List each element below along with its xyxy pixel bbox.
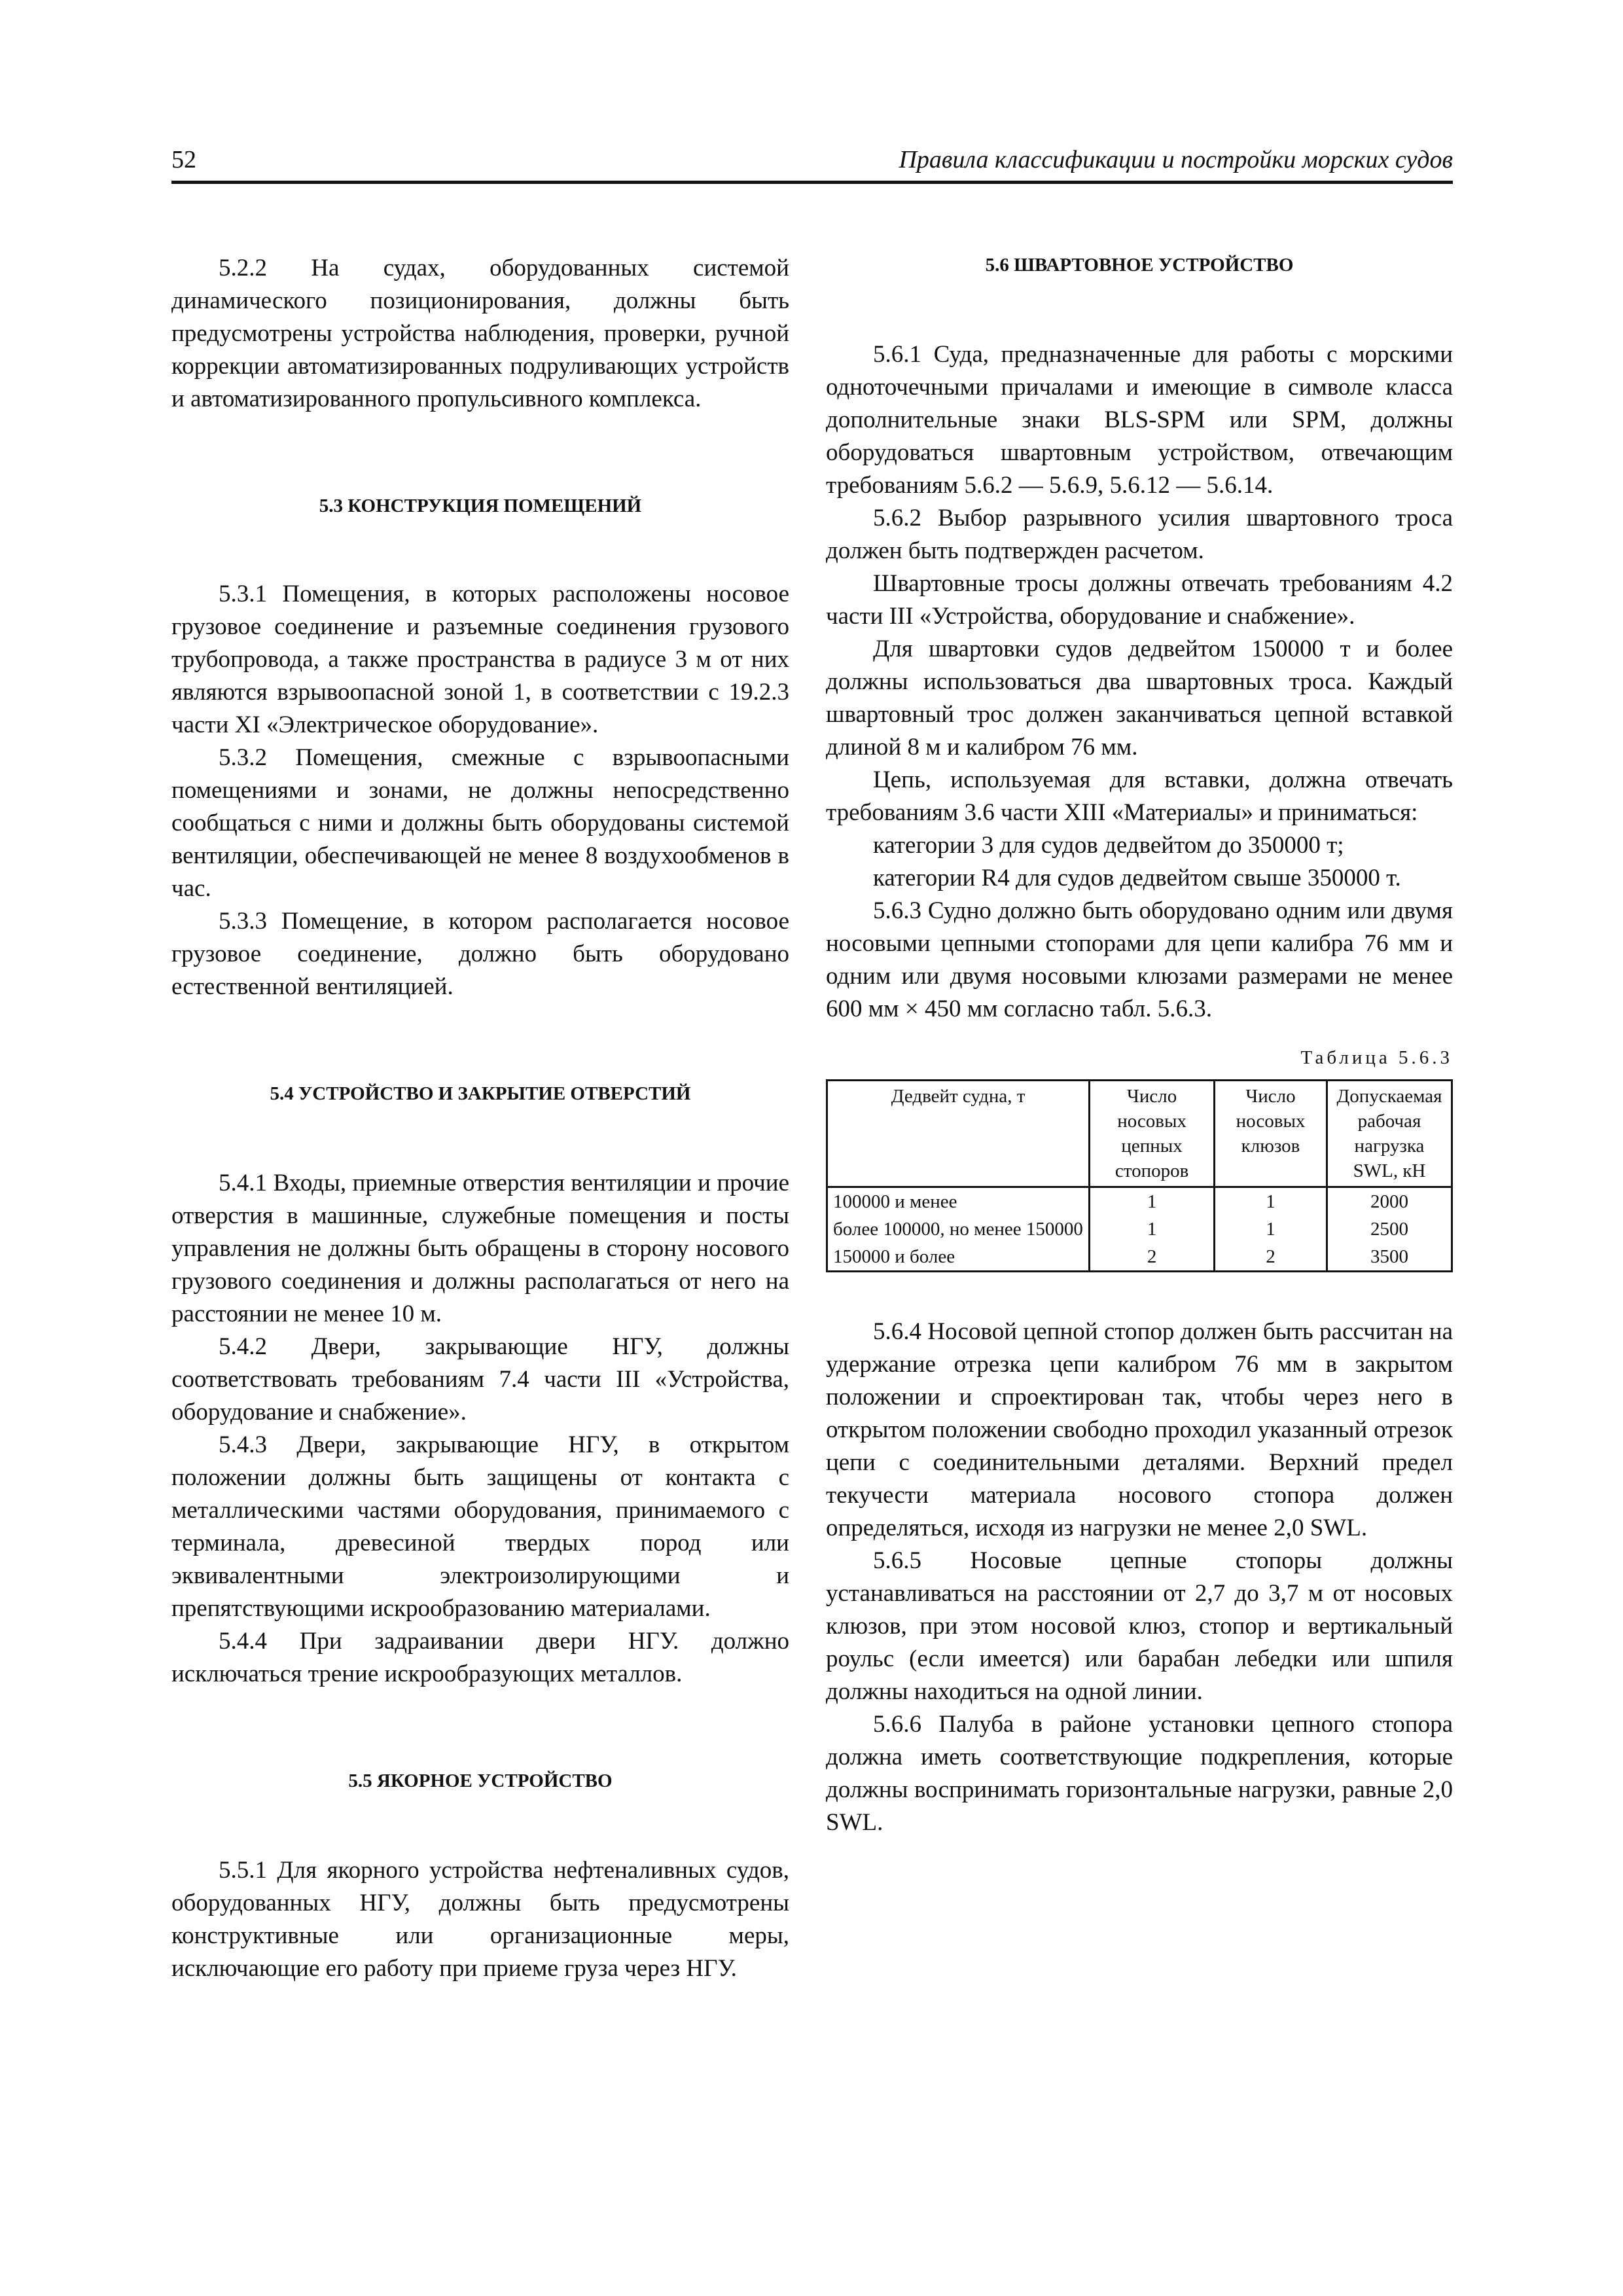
table-row xyxy=(827,1243,1452,1272)
table-cell: 2000 xyxy=(1327,1187,1452,1216)
paragraph-5-4-2: 5.4.2 Двери, закрывающие НГУ, должны соответствовать требованиям 7.4 части III «Устройства, оборудование и снабжение». xyxy=(171,1333,789,1426)
list-item: категории 3 для судов дедвейтом до 350000 т; xyxy=(873,832,1344,859)
table-header-cell: Допускаемая рабочая нагрузка SWL, кН xyxy=(1327,1081,1452,1187)
list-item: категории R4 для судов дедвейтом свыше 350000 т. xyxy=(873,865,1401,891)
table-cell: 1 xyxy=(1090,1187,1215,1216)
paragraph-5-3-2: 5.3.2 Помещения, смежные с взрывоопасными помещениями и зонами, не должны непосредственно сообщаться с ними и должны быть оборудованы системой вентиляции, обеспечивающей не менее 8 воздухообменов в час. xyxy=(171,744,789,902)
paragraph-5-3-3: 5.3.3 Помещение, в котором располагается носовое грузовое соединение, должно быть оборудовано естественной вентиляцией. xyxy=(171,908,789,1000)
table-cell: более 100000, но менее 150000 xyxy=(827,1215,1090,1243)
paragraph-5-6-5: 5.6.5 Носовые цепные стопоры должны устанавливаться на расстоянии от 2,7 до 3,7 м от носовых клюзов, при этом носовой клюз, стопор и вертикальный роульс (если имеется) или барабан лебедки или шпиля должны находиться на одной линии. xyxy=(826,1547,1453,1705)
table-title: Таблица 5.6.3 xyxy=(1300,1047,1453,1068)
table-cell: 3500 xyxy=(1327,1243,1452,1272)
running-title: Правила классификации и постройки морских судов xyxy=(899,146,1453,173)
table-header-cell: Число носовых клюзов xyxy=(1215,1081,1327,1187)
table-cell: 150000 и более xyxy=(827,1243,1090,1272)
page-number: 52 xyxy=(171,146,196,173)
paragraph-5-4-4: 5.4.4 При задраивании двери НГУ. должно исключаться трение искрообразующих металлов. xyxy=(171,1628,789,1687)
paragraph-chain: Цепь, используемая для вставки, должна отвечать требованиям 3.6 части XIII «Материалы» и приниматься: xyxy=(826,766,1453,826)
table-row xyxy=(827,1215,1452,1243)
paragraph-5-4-1: 5.4.1 Входы, приемные отверстия вентиляции и прочие отверстия в машинные, служебные помещения и посты управления не должны быть обращены в сторону носового грузового соединения и должны располагаться от него на расстоянии не менее 10 м. xyxy=(171,1170,789,1327)
heading-5-3: 5.3 КОНСТРУКЦИЯ ПОМЕЩЕНИЙ xyxy=(319,495,642,516)
page-header xyxy=(171,143,1453,184)
paragraph-5-6-1: 5.6.1 Суда, предназначенные для работы с морскими одноточечными причалами и имеющие в символе класса дополнительные знаки BLS-SPM или SPM, должны оборудоваться швартовным устройством, отвечающим требованиям 5.6.2 — 5.6.9, 5.6.12 — 5.6.14. xyxy=(826,341,1453,499)
table-cell: 2500 xyxy=(1327,1215,1452,1243)
table-cell: 2 xyxy=(1215,1243,1327,1272)
table-header-cell: Дедвейт судна, т xyxy=(827,1081,1090,1187)
paragraph-5-6-6: 5.6.6 Палуба в районе установки цепного стопора должна иметь соответствующие подкрепления, которые должны воспринимать горизонтальные нагрузки, равные 2,0 SWL. xyxy=(826,1711,1453,1836)
right-column xyxy=(826,252,1453,1839)
left-column xyxy=(171,252,789,1985)
paragraph-5-5-1: 5.5.1 Для якорного устройства нефтеналивных судов, оборудованных НГУ, должны быть предусмотрены конструктивные или организационные меры, исключающие его работу при приеме груза через НГУ. xyxy=(171,1857,789,1982)
paragraph-5-2-2: 5.2.2 На судах, оборудованных системой динамического позиционирования, должны быть предусмотрены устройства наблюдения, проверки, ручной коррекции автоматизированных подруливающих устройств и автоматизированного пропульсивного комплекса. xyxy=(171,255,789,412)
table-cell: 2 xyxy=(1090,1243,1215,1272)
paragraph-deadweight: Для швартовки судов дедвейтом 150000 т и более должны использоваться два швартовных троса. Каждый швартовный трос должен заканчиваться цепной вставкой длиной 8 м и калибром 76 мм. xyxy=(826,636,1453,761)
table-cell: 100000 и менее xyxy=(827,1187,1090,1216)
paragraph-5-3-1: 5.3.1 Помещения, в которых расположены носовое грузовое соединение и разъемные соединения грузового трубопровода, а также пространства в радиусе 3 м от них являются взрывоопасной зоной 1, в соответствии с 19.2.3 части XI «Электрическое оборудование». xyxy=(171,581,789,738)
paragraph-5-4-3: 5.4.3 Двери, закрывающие НГУ, в открытом положении должны быть защищены от контакта с металлическими частями оборудования, принимаемого с терминала, древесиной твердых пород или эквивалентными электроизолирующими и препятствующими искрообразованию материалами. xyxy=(171,1431,789,1622)
heading-5-6: 5.6 ШВАРТОВНОЕ УСТРОЙСТВО xyxy=(985,255,1294,276)
table-cell: 1 xyxy=(1215,1187,1327,1216)
heading-5-5: 5.5 ЯКОРНОЕ УСТРОЙСТВО xyxy=(348,1770,613,1791)
table-cell: 1 xyxy=(1215,1215,1327,1243)
paragraph-5-6-4: 5.6.4 Носовой цепной стопор должен быть рассчитан на удержание отрезка цепи калибром 76 мм в закрытом положении и спроектирован так, чтобы через него в открытом положении свободно проходил указанный отрезок цепи с соединительными деталями. Верхний предел текучести материала носового стопора должен определяться, исходя из нагрузки не менее 2,0 SWL. xyxy=(826,1318,1453,1541)
table-header-cell: Число носовых цепных стопоров xyxy=(1090,1081,1215,1187)
paragraph-5-6-3: 5.6.3 Судно должно быть оборудовано одним или двумя носовыми цепными стопорами для цепи калибра 76 мм и одним или двумя носовыми клюзами размерами не менее 600 мм × 450 мм согласно табл. 5.6.3. xyxy=(826,897,1453,1022)
heading-5-4: 5.4 УСТРОЙСТВО И ЗАКРЫТИЕ ОТВЕРСТИЙ xyxy=(270,1083,691,1104)
paragraph-5-6-2: 5.6.2 Выбор разрывного усилия швартовного троса должен быть подтвержден расчетом. xyxy=(826,505,1453,564)
table-cell: 1 xyxy=(1090,1215,1215,1243)
table-5-6-3 xyxy=(826,1079,1453,1272)
table-header-row xyxy=(827,1081,1452,1187)
table-row xyxy=(827,1187,1452,1216)
paragraph-mooring-ropes: Швартовные тросы должны отвечать требованиям 4.2 части III «Устройства, оборудование и снабжение». xyxy=(826,570,1453,630)
